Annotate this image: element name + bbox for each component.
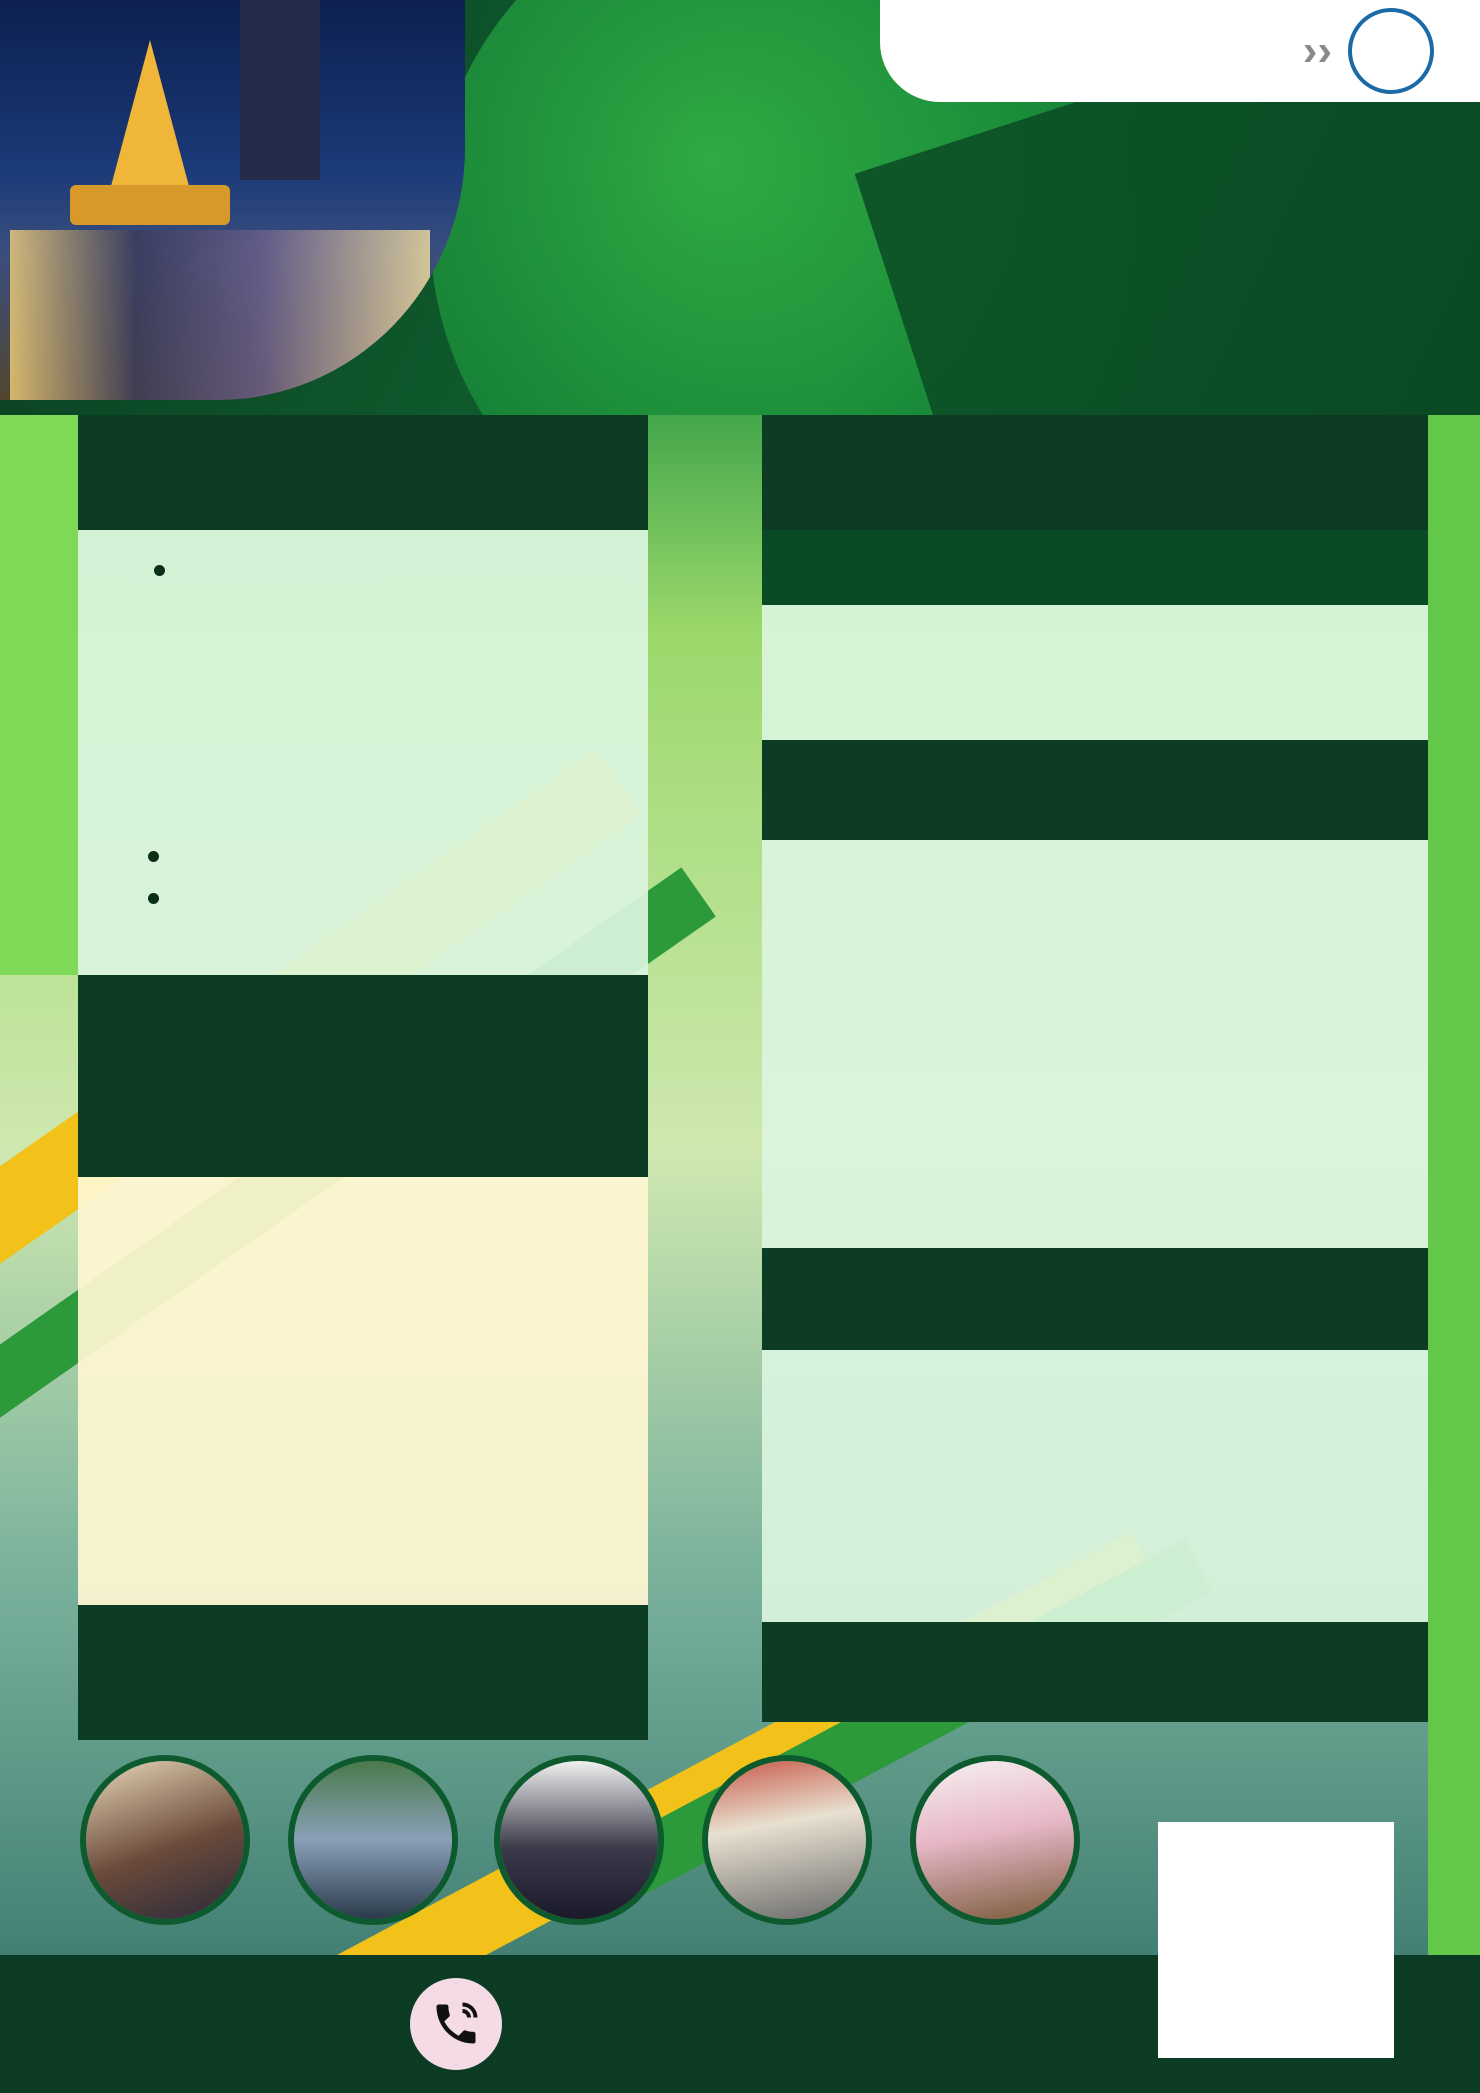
event-photo <box>288 1755 458 1925</box>
highlights-list <box>78 530 648 975</box>
event-photo <box>702 1755 872 1925</box>
event-photo <box>80 1755 250 1925</box>
qr-code[interactable] <box>1158 1822 1394 2058</box>
bds-market-logo <box>1348 8 1434 94</box>
special-heading-panel <box>78 975 648 1047</box>
osmep-logo: ›› <box>1302 26 1332 75</box>
apply-deadline-note <box>78 1605 648 1740</box>
yangon-pagoda-photo <box>0 0 465 400</box>
event-photo <box>494 1755 664 1925</box>
highlights-heading-panel <box>78 415 648 530</box>
targets-list <box>762 840 1428 1248</box>
list-item <box>148 882 183 913</box>
market-subheading-panel <box>762 530 1428 605</box>
price-panel <box>762 1622 1428 1722</box>
market-heading-panel <box>762 415 1428 530</box>
event-photo <box>910 1755 1080 1925</box>
logo-bar <box>880 0 1480 102</box>
qualifications-heading-panel <box>762 1248 1428 1350</box>
special-subtitle <box>78 1047 648 1177</box>
event-photos <box>80 1755 1100 1935</box>
targets-heading-panel <box>762 740 1428 840</box>
phone-icon <box>410 1978 502 2070</box>
list-item <box>154 554 189 585</box>
special-benefits-list <box>78 1177 648 1605</box>
qualifications-list <box>762 1350 1428 1622</box>
list-item <box>148 840 183 871</box>
market-description <box>762 605 1428 740</box>
